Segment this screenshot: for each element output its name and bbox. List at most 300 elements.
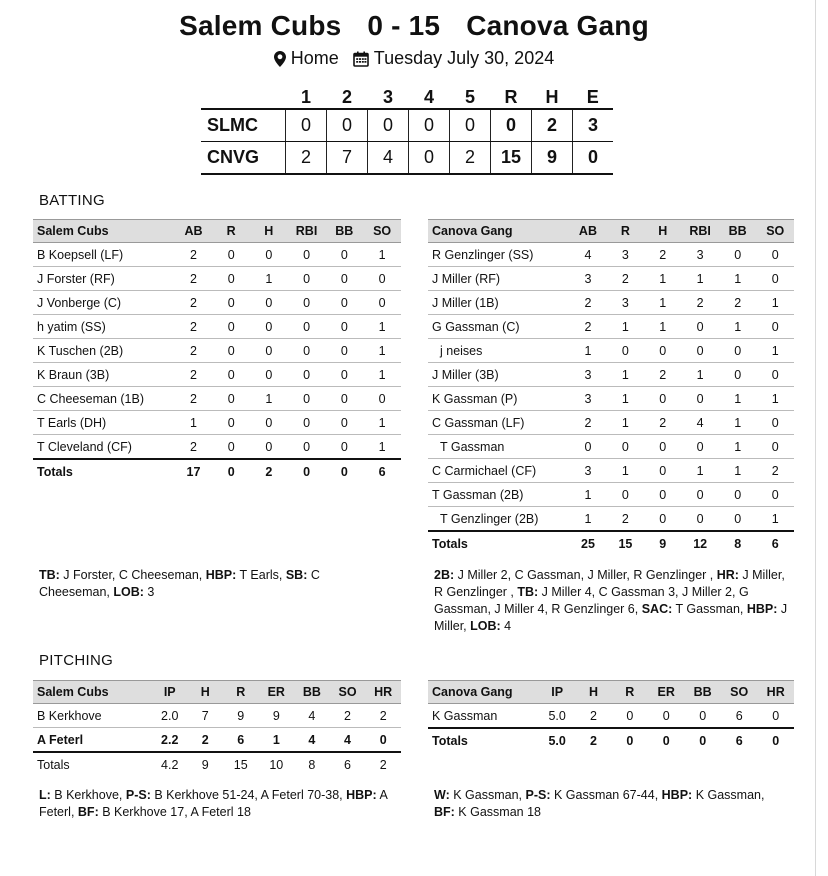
stat-value: 0 (212, 339, 250, 363)
note-text: T Gassman, (672, 602, 747, 616)
stat-value: 0 (363, 387, 401, 411)
stat-value: 0 (757, 704, 794, 729)
game-info (0, 48, 828, 69)
stat-value: 0 (212, 291, 250, 315)
batter-row (428, 339, 794, 363)
stat-column-header: ER (648, 681, 684, 704)
batter-row (33, 267, 401, 291)
stat-column-header: BB (294, 681, 330, 704)
stat-value: 0 (719, 243, 757, 267)
stat-column-header: H (644, 220, 681, 243)
stat-value: 0 (681, 315, 719, 339)
note-text: T Earls, (236, 568, 286, 582)
player-name: J Miller (1B) (428, 291, 569, 315)
stat-column-header: AB (175, 220, 213, 243)
total-value: 0 (612, 728, 648, 752)
stat-value: 0 (644, 507, 681, 532)
game-header (0, 10, 828, 69)
batter-row (428, 243, 794, 267)
stat-value: 0 (288, 363, 326, 387)
stat-value: 0 (684, 704, 721, 729)
stat-value: 1 (607, 387, 644, 411)
note-text: 4 (500, 619, 512, 633)
header-row (428, 681, 794, 704)
stat-value: 2 (175, 267, 213, 291)
totals-label: Totals (428, 531, 569, 555)
line-score-row-home (201, 142, 613, 175)
team-abbrev: SLMC (201, 109, 286, 142)
player-name: J Forster (RF) (33, 267, 175, 291)
total-value: 10 (269, 757, 284, 772)
stat-value: 4 (681, 411, 719, 435)
batter-row (428, 435, 794, 459)
stat-value: 0 (212, 387, 250, 411)
stat-value: 2 (330, 704, 366, 728)
stat-value: 0 (325, 363, 363, 387)
batter-row (33, 387, 401, 411)
stat-value: 2 (175, 387, 213, 411)
stat-value: 1 (363, 243, 401, 267)
total-value: 15 (607, 531, 644, 555)
total-value: 0 (288, 459, 326, 483)
stat-column-header: R (223, 681, 259, 704)
stat-value: 1 (644, 291, 681, 315)
total-value: 9 (644, 531, 681, 555)
note-text: J Miller, (434, 602, 788, 633)
errors-header: E (573, 86, 614, 109)
totals-label: Totals (33, 459, 175, 483)
stat-value: 1 (363, 315, 401, 339)
calendar-icon (353, 51, 369, 67)
pitcher-row (428, 704, 794, 729)
stat-value: 2 (365, 704, 401, 728)
batter-row (428, 387, 794, 411)
stat-value: 0 (612, 704, 648, 729)
stat-value: 1 (250, 387, 288, 411)
stat-value: 0 (212, 243, 250, 267)
stat-value: 0 (288, 411, 326, 435)
stat-column-header: H (188, 681, 223, 704)
note-text: B Kerkhove 17, A Feterl 18 (98, 805, 251, 819)
total-value: 8 (308, 757, 316, 772)
stat-value: 0 (719, 363, 757, 387)
player-name: K Braun (3B) (33, 363, 175, 387)
player-name: J Miller (3B) (428, 363, 569, 387)
stat-value: 0 (365, 728, 401, 753)
stat-value: 0 (212, 363, 250, 387)
stat-value: 0 (325, 291, 363, 315)
batting-table-away (33, 219, 401, 483)
stat-value: 2 (569, 315, 607, 339)
stat-value: 0 (363, 291, 401, 315)
team-column-header: Canova Gang (428, 220, 569, 243)
header-row (428, 220, 794, 243)
note-label: SAC: (641, 602, 673, 616)
stat-value: 0 (325, 411, 363, 435)
note-label: LOB: (113, 585, 144, 599)
stat-value: 0 (250, 291, 288, 315)
total-value: 4.2 (161, 757, 179, 772)
batting-notes-away (39, 567, 379, 601)
stat-value: 0 (288, 315, 326, 339)
stat-value: 0 (212, 435, 250, 460)
stat-value: 0 (644, 339, 681, 363)
player-name: j neises (428, 339, 569, 363)
stat-column-header: HR (365, 681, 401, 704)
stat-value: 2 (175, 339, 213, 363)
stat-value: 1 (644, 315, 681, 339)
batter-row (33, 411, 401, 435)
totals-row (33, 459, 401, 483)
batter-row (428, 507, 794, 532)
team-column-header: Salem Cubs (33, 220, 175, 243)
inning-runs: 0 (327, 109, 368, 142)
note-text: B Kerkhove, (50, 788, 126, 802)
batting-notes-home (434, 567, 796, 635)
note-label: P-S: (125, 788, 151, 802)
note-label: LOB: (470, 619, 501, 633)
pitching-notes-home (434, 787, 784, 821)
stat-value: 0 (756, 435, 794, 459)
line-score-row-away (201, 109, 613, 142)
stat-value: 0 (607, 483, 644, 507)
stat-column-header: BB (325, 220, 363, 243)
team-column-header: Canova Gang (428, 681, 539, 704)
stat-value: 0 (756, 267, 794, 291)
stat-value: 1 (607, 411, 644, 435)
total-value: 5.0 (539, 728, 575, 752)
stat-column-header: BB (719, 220, 757, 243)
batter-row (428, 315, 794, 339)
totals-label: Totals (428, 728, 539, 752)
note-label: P-S: (525, 788, 551, 802)
inning-header: 1 (286, 86, 327, 109)
inning-header: 3 (368, 86, 409, 109)
stat-value: 1 (719, 459, 757, 483)
total-errors: 0 (573, 142, 614, 175)
stat-value: 2 (719, 291, 757, 315)
stat-value: 2 (569, 291, 607, 315)
stat-value: 0 (719, 483, 757, 507)
stat-column-header: BB (684, 681, 721, 704)
total-value: 9 (201, 757, 209, 772)
stat-value: 1 (363, 339, 401, 363)
player-name: J Miller (RF) (428, 267, 569, 291)
note-text: 3 (143, 585, 155, 599)
total-value: 0 (684, 728, 721, 752)
stat-value: 3 (607, 291, 644, 315)
stat-value: 1 (756, 387, 794, 411)
stat-value: 2 (188, 728, 223, 753)
stat-value: 1 (607, 459, 644, 483)
inning-runs: 4 (368, 142, 409, 175)
note-label: SB: (285, 568, 308, 582)
stat-value: 0 (644, 459, 681, 483)
stat-value: 2.2 (152, 728, 188, 753)
stat-value: 1 (175, 411, 213, 435)
total-value: 6 (756, 531, 794, 555)
stat-value: 2 (756, 459, 794, 483)
stat-value: 0 (250, 243, 288, 267)
total-value: 0 (757, 728, 794, 752)
player-name: T Genzlinger (2B) (428, 507, 569, 532)
stat-value: 3 (681, 243, 719, 267)
note-text: J Miller 4, C Gassman 3, J Miller 2, G Gassman, J Miller 4, R Genzlinger 6, (434, 585, 749, 616)
player-name: K Gassman (P) (428, 387, 569, 411)
total-value: 25 (569, 531, 607, 555)
stat-value: 0 (681, 435, 719, 459)
stat-value: 2 (175, 435, 213, 460)
total-runs: 15 (491, 142, 532, 175)
player-name: C Carmichael (CF) (428, 459, 569, 483)
game-date: Tuesday July 30, 2024 (373, 48, 555, 68)
stat-value: 9 (223, 704, 259, 728)
batter-row (428, 459, 794, 483)
stat-column-header: R (612, 681, 648, 704)
stat-value: 4 (294, 728, 330, 753)
player-name: K Tuschen (2B) (33, 339, 175, 363)
stat-column-header: ER (258, 681, 294, 704)
stat-column-header: SO (721, 681, 758, 704)
total-value: 2 (379, 757, 387, 772)
player-name: C Gassman (LF) (428, 411, 569, 435)
stat-value: 1 (607, 363, 644, 387)
total-value: 0 (648, 728, 684, 752)
inning-runs: 2 (450, 142, 491, 175)
stat-column-header: AB (569, 220, 607, 243)
stat-value: 0 (363, 267, 401, 291)
total-value: 2 (575, 728, 611, 752)
total-value: 6 (363, 459, 401, 483)
batter-row (428, 483, 794, 507)
totals-label: Totals (37, 757, 70, 772)
batting-section-title: BATTING (39, 192, 105, 209)
stat-value: 2 (569, 411, 607, 435)
stat-value: 0 (325, 243, 363, 267)
stat-value: 1 (258, 728, 294, 753)
stat-value: 0 (681, 339, 719, 363)
stat-value: 4 (294, 704, 330, 728)
stat-value: 0 (681, 507, 719, 532)
stat-value: 0 (212, 315, 250, 339)
stat-value: 1 (756, 339, 794, 363)
inning-header: 4 (409, 86, 450, 109)
stat-column-header: RBI (681, 220, 719, 243)
stat-value: 0 (607, 435, 644, 459)
stat-value: 1 (681, 363, 719, 387)
home-team-name: Canova Gang (466, 10, 649, 41)
stat-column-header: H (250, 220, 288, 243)
stat-value: 1 (681, 459, 719, 483)
batter-row (33, 435, 401, 460)
stat-column-header: R (212, 220, 250, 243)
note-label: W: (434, 788, 450, 802)
player-name: T Gassman (428, 435, 569, 459)
stat-value: 0 (325, 435, 363, 460)
header-row (33, 681, 401, 704)
total-value: 0 (212, 459, 250, 483)
totals-row (33, 752, 401, 776)
stat-value: 2 (644, 363, 681, 387)
team-abbrev: CNVG (201, 142, 286, 175)
note-label: TB: (39, 568, 60, 582)
note-label: BF: (77, 805, 99, 819)
note-label: HR: (716, 568, 739, 582)
stat-value: 1 (607, 315, 644, 339)
totals-row (428, 531, 794, 555)
stat-value: 2 (644, 243, 681, 267)
map-pin-icon (274, 51, 286, 67)
stat-value: 2 (575, 704, 611, 729)
total-hits: 2 (532, 109, 573, 142)
stat-value: 0 (719, 507, 757, 532)
stat-column-header: H (575, 681, 611, 704)
stat-value: 0 (644, 435, 681, 459)
stat-value: 1 (569, 507, 607, 532)
stat-value: 1 (644, 267, 681, 291)
batter-row (428, 267, 794, 291)
batter-row (33, 243, 401, 267)
stat-value: 2 (607, 507, 644, 532)
stat-value: 1 (719, 435, 757, 459)
stat-value: 6 (223, 728, 259, 753)
note-text: K Gassman 67-44, (550, 788, 662, 802)
stat-value: 0 (325, 315, 363, 339)
stat-value: 0 (288, 267, 326, 291)
stat-column-header: HR (757, 681, 794, 704)
total-value: 12 (681, 531, 719, 555)
stat-value: 0 (288, 339, 326, 363)
note-text: B Kerkhove 51-24, A Feterl 70-38, (150, 788, 347, 802)
stat-value: 1 (363, 411, 401, 435)
location-label: Home (290, 48, 339, 68)
stat-value: 1 (681, 267, 719, 291)
stat-value: 1 (719, 267, 757, 291)
player-name: T Earls (DH) (33, 411, 175, 435)
stat-column-header: IP (152, 681, 188, 704)
stat-value: 4 (569, 243, 607, 267)
stat-value: 0 (250, 435, 288, 460)
stat-value: 4 (330, 728, 366, 753)
inning-runs: 0 (409, 109, 450, 142)
note-text: K Gassman 18 (454, 805, 541, 819)
batter-row (428, 363, 794, 387)
inning-header: 5 (450, 86, 491, 109)
stat-value: 1 (363, 363, 401, 387)
stat-value: 2 (175, 291, 213, 315)
total-runs: 0 (491, 109, 532, 142)
note-text: A Feterl, (39, 788, 388, 819)
away-team-name: Salem Cubs (179, 10, 342, 41)
batting-table-home (428, 219, 794, 555)
stat-value: 9 (258, 704, 294, 728)
stat-value: 0 (325, 339, 363, 363)
note-label: TB: (517, 585, 539, 599)
stat-value: 0 (288, 387, 326, 411)
stat-value: 2 (681, 291, 719, 315)
stat-value: 1 (756, 291, 794, 315)
inning-runs: 2 (286, 142, 327, 175)
total-value: 17 (175, 459, 213, 483)
player-name: C Cheeseman (1B) (33, 387, 175, 411)
stat-value: 0 (719, 339, 757, 363)
stat-column-header: SO (330, 681, 366, 704)
total-value: 0 (325, 459, 363, 483)
stat-value: 3 (569, 363, 607, 387)
inning-runs: 0 (409, 142, 450, 175)
stat-value: 2 (644, 411, 681, 435)
stat-value: 1 (719, 387, 757, 411)
stat-value: 2 (175, 315, 213, 339)
note-label: HBP: (205, 568, 237, 582)
note-text: C Cheeseman, (39, 568, 320, 599)
stat-column-header: R (607, 220, 644, 243)
stat-value: 0 (325, 387, 363, 411)
pitcher-name: A Feterl (33, 728, 152, 753)
totals-row (428, 728, 794, 752)
stat-column-header: RBI (288, 220, 326, 243)
note-label: HBP: (661, 788, 693, 802)
stat-column-header: SO (363, 220, 401, 243)
inning-runs: 0 (368, 109, 409, 142)
note-text: J Forster, C Cheeseman, (59, 568, 206, 582)
stat-value: 0 (250, 363, 288, 387)
hits-header: H (532, 86, 573, 109)
stat-column-header: IP (539, 681, 575, 704)
stat-value: 0 (325, 267, 363, 291)
stat-value: 1 (756, 507, 794, 532)
stat-value: 1 (569, 339, 607, 363)
pitcher-name: K Gassman (428, 704, 539, 729)
total-hits: 9 (532, 142, 573, 175)
team-column-header: Salem Cubs (33, 681, 152, 704)
stat-value: 3 (569, 267, 607, 291)
note-text: K Gassman, (449, 788, 526, 802)
note-label: HBP: (346, 788, 377, 802)
stat-value: 0 (250, 315, 288, 339)
stat-value: 0 (756, 411, 794, 435)
stat-value: 3 (607, 243, 644, 267)
stat-value: 0 (250, 339, 288, 363)
final-score: 0 - 15 (367, 10, 441, 41)
stat-value: 0 (212, 267, 250, 291)
stat-value: 0 (212, 411, 250, 435)
stat-value: 0 (569, 435, 607, 459)
player-name: T Cleveland (CF) (33, 435, 175, 460)
player-name: J Vonberge (C) (33, 291, 175, 315)
stat-value: 0 (644, 387, 681, 411)
pitcher-name: B Kerkhove (33, 704, 152, 728)
batter-row (33, 339, 401, 363)
inning-runs: 0 (450, 109, 491, 142)
pitching-table-home (428, 680, 794, 752)
player-name: h yatim (SS) (33, 315, 175, 339)
stat-value: 7 (188, 704, 223, 728)
pitching-table-away (33, 680, 401, 776)
stat-value: 0 (756, 363, 794, 387)
stat-value: 0 (756, 243, 794, 267)
stat-value: 6 (721, 704, 758, 729)
note-label: 2B: (434, 568, 455, 582)
stat-value: 5.0 (539, 704, 575, 729)
stat-value: 0 (681, 387, 719, 411)
player-name: R Genzlinger (SS) (428, 243, 569, 267)
batter-row (428, 411, 794, 435)
player-name: B Koepsell (LF) (33, 243, 175, 267)
stat-value: 1 (250, 267, 288, 291)
total-value: 6 (721, 728, 758, 752)
date-info (353, 48, 554, 69)
